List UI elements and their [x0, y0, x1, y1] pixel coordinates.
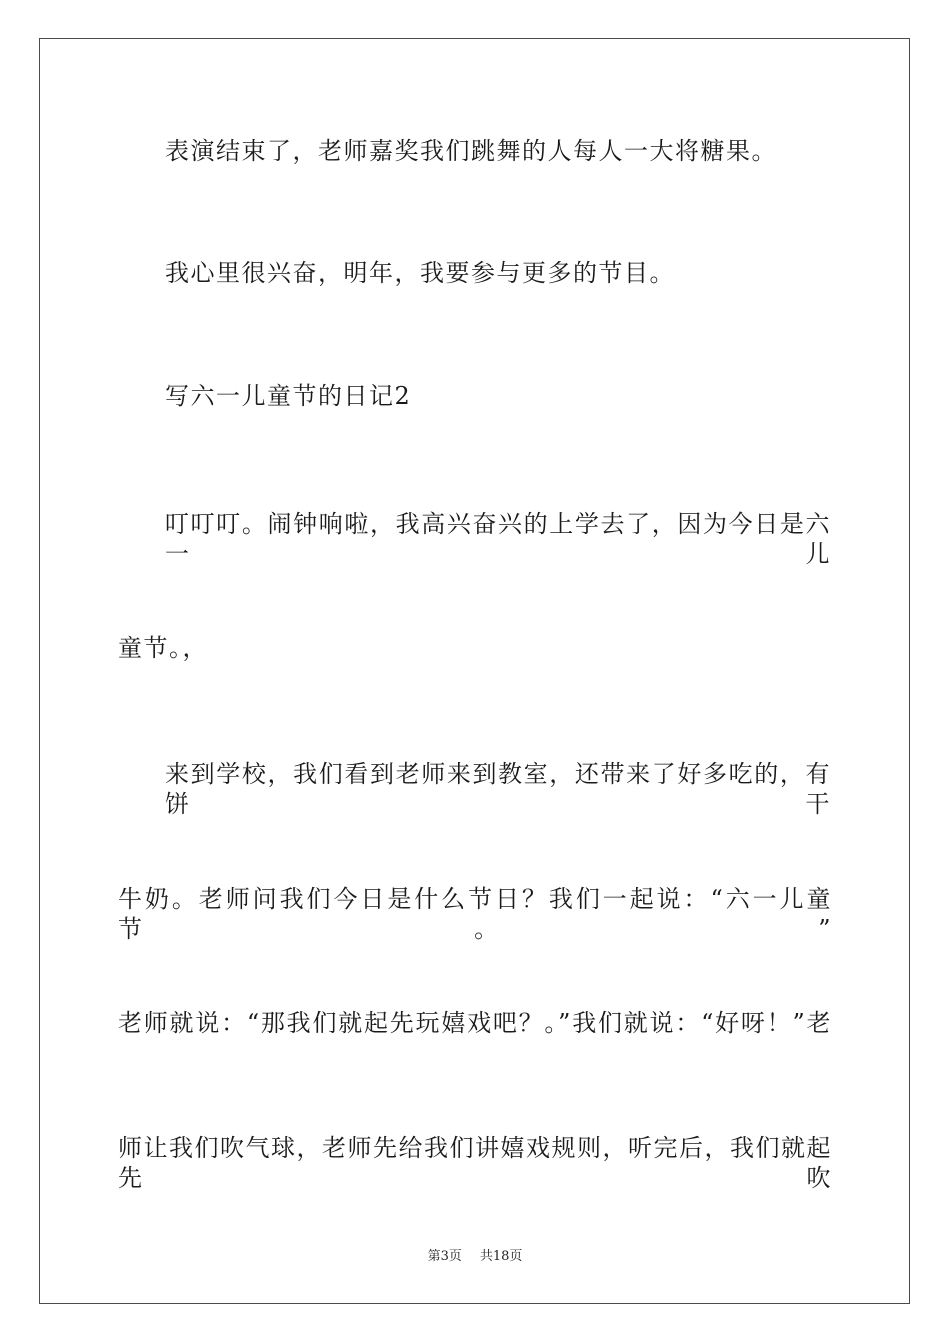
paragraph-line: 我心里很兴奋，明年，我要参与更多的节目。	[165, 259, 675, 287]
page-total: 共18页	[479, 1249, 523, 1264]
page-border	[39, 38, 910, 1304]
paragraph-line: 表演结束了，老师嘉奖我们跳舞的人每人一大将糖果。	[165, 137, 777, 165]
section-heading: 写六一儿童节的日记2	[165, 382, 412, 410]
paragraph-line: 老师就说：“那我们就起先玩嬉戏吧？。”我们就说：“好呀！”老	[118, 1009, 832, 1037]
paragraph-line: 牛奶。老师问我们今日是什么节日？我们一起说：“六一儿童节。”	[118, 885, 832, 943]
paragraph-line: 来到学校，我们看到老师来到教室，还带来了好多吃的，有饼干	[165, 760, 831, 818]
page-number: 第3页	[427, 1249, 462, 1264]
paragraph-line: 师让我们吹气球，老师先给我们讲嬉戏规则，听完后，我们就起先吹	[118, 1134, 832, 1192]
paragraph-line: 童节。，	[118, 634, 208, 662]
page-footer	[0, 1248, 950, 1266]
paragraph-line: 叮叮叮。闹钟响啦，我高兴奋兴的上学去了，因为今日是六一儿	[165, 510, 831, 568]
